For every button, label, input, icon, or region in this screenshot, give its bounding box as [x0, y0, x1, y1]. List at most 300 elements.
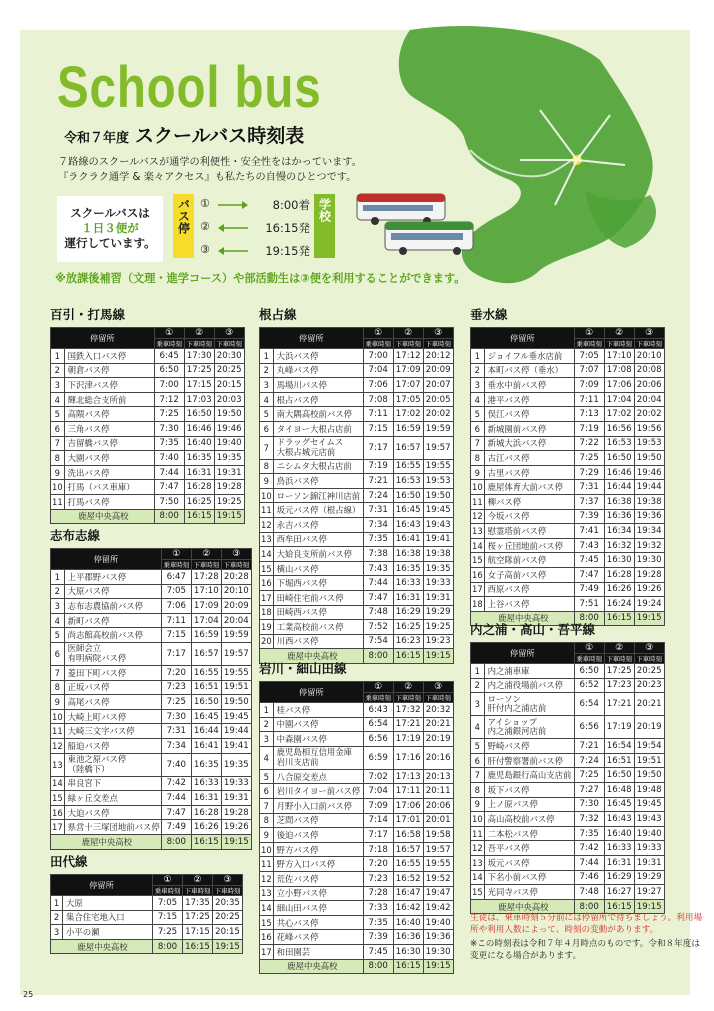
table-row: [260, 436, 454, 459]
stop-number: 7: [260, 798, 274, 813]
time-cell: 7:06: [161, 599, 191, 614]
time-cell: 16:45: [393, 503, 423, 518]
bus-stop-label: [173, 194, 194, 258]
time-cell: 7:49: [574, 582, 604, 597]
timetable: [50, 327, 245, 524]
time-cell: 17:19: [604, 716, 634, 739]
time-cell: 7:31: [574, 480, 604, 495]
time-cell: 16:40: [393, 915, 423, 930]
time-cell: 20:19: [634, 716, 664, 739]
stop-name: 八合原交差点: [273, 769, 363, 784]
time-cell: 7:25: [161, 695, 191, 710]
time-cell: 7:13: [574, 407, 604, 422]
time-cell: 19:52: [423, 871, 453, 886]
table-row: [51, 509, 245, 524]
time-cell: 17:05: [393, 392, 423, 407]
time-cell: 7:06: [363, 378, 393, 393]
time-cell: 20:15: [214, 378, 244, 393]
time-cell: 16:53: [604, 436, 634, 451]
time-cell: 19:53: [634, 436, 664, 451]
time-cell: 16:55: [191, 665, 221, 680]
stop-number: 2: [471, 363, 485, 378]
time-cell: 7:24: [363, 488, 393, 503]
stop-number: 3: [51, 925, 63, 940]
time-cell: 6:54: [574, 693, 604, 716]
table-row: [260, 421, 454, 436]
time-cell: 20:28: [221, 570, 251, 585]
time-cell: 19:47: [423, 886, 453, 901]
time-cell: 19:38: [634, 494, 664, 509]
time-cell: 19:35: [221, 753, 251, 776]
stop-name: 県営十三塚団地前バス停: [64, 820, 161, 835]
time-cell: 16:15: [183, 939, 213, 954]
stop-name: 下名小前バス停: [484, 870, 574, 885]
title-main: スクールバス時刻表: [135, 125, 305, 147]
table-row: [260, 547, 454, 562]
stop-name: 正坂バス停: [64, 680, 161, 695]
stop-number: 2: [51, 363, 65, 378]
stop-name: 洗出バス停: [64, 465, 154, 480]
time-cell: 16:46: [184, 421, 214, 436]
timetable: [259, 327, 454, 664]
time-cell: 17:06: [604, 378, 634, 393]
time-cell: 16:15: [184, 509, 214, 524]
time-cell: 19:15: [213, 939, 243, 954]
table-row: [471, 553, 665, 568]
table-row: [260, 349, 454, 364]
time-cell: 7:24: [574, 753, 604, 768]
time-cell: 7:02: [363, 769, 393, 784]
stop-name: 新城園前バス停: [484, 421, 574, 436]
header-trip3: ③: [634, 643, 664, 654]
timetable: [470, 642, 665, 914]
time-cell: 19:31: [634, 855, 664, 870]
time-cell: 7:41: [574, 524, 604, 539]
table-row: [260, 363, 454, 378]
time-cell: 19:34: [634, 524, 664, 539]
time-cell: 19:42: [423, 901, 453, 916]
time-cell: 7:19: [574, 421, 604, 436]
time-cell: 16:51: [191, 680, 221, 695]
stop-name: ローソン錦江神川店前: [273, 488, 363, 503]
time-cell: 7:21: [363, 474, 393, 489]
table-row: [260, 871, 454, 886]
time-cell: 7:28: [363, 886, 393, 901]
time-cell: 7:44: [363, 576, 393, 591]
time-cell: 7:15: [363, 421, 393, 436]
time-cell: 19:38: [423, 547, 453, 562]
time-cell: 19:58: [423, 828, 453, 843]
table-row: [51, 570, 252, 585]
time-cell: 19:51: [221, 680, 251, 695]
stop-name: 医師会立 有明病院バス停: [64, 642, 161, 665]
header-trip2: ②: [604, 328, 634, 339]
stop-number: 10: [471, 480, 485, 495]
time-cell: 16:25: [393, 620, 423, 635]
table-row: [471, 392, 665, 407]
stop-number: 9: [260, 474, 274, 489]
stop-name: ローソン 肝付内之浦店前: [484, 693, 574, 716]
time-cell: 16:42: [393, 901, 423, 916]
stop-number: 11: [471, 826, 485, 841]
time-cell: 20:35: [213, 896, 243, 911]
time-cell: 20:10: [634, 349, 664, 364]
time-cell: 17:12: [393, 349, 423, 364]
stop-name: 小平の瀬: [63, 925, 153, 940]
time-cell: 7:30: [574, 797, 604, 812]
time-cell: 16:59: [191, 628, 221, 643]
stop-number: 3: [260, 378, 274, 393]
time-cell: 16:44: [191, 724, 221, 739]
table-row: [51, 584, 252, 599]
time-cell: 20:03: [214, 392, 244, 407]
table-row: [260, 828, 454, 843]
stop-number: 15: [51, 791, 65, 806]
table-row: [471, 885, 665, 900]
time-cell: 17:01: [393, 813, 423, 828]
stop-name: 内之浦役場前バス停: [484, 678, 574, 693]
table-row: [471, 812, 665, 827]
time-cell: 19:43: [423, 517, 453, 532]
time-cell: 19:50: [423, 488, 453, 503]
table-row: [471, 768, 665, 783]
timetable: [259, 681, 454, 974]
table-row: [260, 813, 454, 828]
table-row: [471, 716, 665, 739]
table-row: [260, 620, 454, 635]
time-cell: 16:28: [191, 805, 221, 820]
time-cell: 7:44: [154, 465, 184, 480]
time-cell: 7:15: [161, 628, 191, 643]
time-cell: 19:15: [634, 899, 664, 914]
header-trip1: ①: [574, 328, 604, 339]
time-cell: 16:35: [393, 561, 423, 576]
time-cell: 16:51: [604, 753, 634, 768]
stop-name: 尚志館高校前バス停: [64, 628, 161, 643]
table-row: [471, 509, 665, 524]
time-cell: 20:02: [634, 407, 664, 422]
time-cell: 19:44: [221, 724, 251, 739]
time-cell: 17:25: [604, 664, 634, 679]
time-cell: 7:48: [574, 885, 604, 900]
time-cell: 19:54: [634, 739, 664, 754]
stop-number: 8: [471, 782, 485, 797]
table-row: [51, 753, 252, 776]
time-cell: 17:08: [604, 363, 634, 378]
time-cell: 8:00: [154, 509, 184, 524]
time-cell: 19:53: [423, 474, 453, 489]
stop-name: 垂水中前バス停: [484, 378, 574, 393]
time-cell: 16:35: [191, 753, 221, 776]
stop-number: 15: [471, 885, 485, 900]
time-cell: 16:50: [604, 451, 634, 466]
table-row: [51, 791, 252, 806]
time-cell: 7:19: [363, 459, 393, 474]
table-row: [51, 465, 245, 480]
time-cell: 16:43: [393, 517, 423, 532]
header-trip2: ②: [393, 328, 423, 339]
time-cell: 19:31: [214, 465, 244, 480]
stop-name: 大崎三文字バス停: [64, 724, 161, 739]
stop-number: 13: [260, 532, 274, 547]
stop-number: 5: [471, 407, 485, 422]
stop-name: 新城大浜バス停: [484, 436, 574, 451]
destination-cell: 鹿屋中央高校: [471, 611, 575, 626]
time-cell: 7:25: [153, 925, 183, 940]
time-cell: 16:50: [604, 768, 634, 783]
header-dep: 下車時刻: [634, 654, 664, 664]
header-trip3: ③: [423, 328, 453, 339]
time-cell: 19:48: [634, 782, 664, 797]
time-cell: 16:50: [393, 488, 423, 503]
stop-name: 大姶良支所前バス停: [273, 547, 363, 562]
header-trip1: ①: [153, 875, 183, 886]
stop-name: 岩川タイヨー前バス停: [273, 784, 363, 799]
time-cell: 7:35: [363, 915, 393, 930]
time-cell: 7:34: [161, 738, 191, 753]
stop-name: ドラッグセイムス 大根占城元店前: [273, 436, 363, 459]
time-cell: 7:00: [363, 349, 393, 364]
stop-number: 15: [260, 561, 274, 576]
table-row: [260, 746, 454, 769]
stop-number: 8: [51, 680, 65, 695]
time-cell: 7:23: [161, 680, 191, 695]
time-cell: 16:41: [191, 738, 221, 753]
time-cell: 19:44: [634, 480, 664, 495]
stop-number: 7: [51, 436, 65, 451]
time-cell: 7:35: [574, 826, 604, 841]
header-trip1: ①: [161, 549, 191, 560]
stop-number: 1: [471, 664, 485, 679]
table-row: [51, 910, 243, 925]
stop-name: 吉留橋バス停: [64, 436, 154, 451]
time-cell: 6:47: [161, 570, 191, 585]
header-dep: 下車時刻: [604, 654, 634, 664]
time-cell: 17:06: [393, 798, 423, 813]
stop-name: 高尾バス停: [64, 695, 161, 710]
header-dep: 下車時刻: [191, 560, 221, 570]
stop-name: 船迫バス停: [64, 738, 161, 753]
stop-number: 16: [260, 930, 274, 945]
time-cell: 16:48: [604, 782, 634, 797]
stop-number: 10: [260, 842, 274, 857]
time-cell: 19:29: [634, 870, 664, 885]
time-cell: 17:16: [393, 746, 423, 769]
stop-name: 中園バス停: [273, 717, 363, 732]
time-cell: 7:32: [574, 812, 604, 827]
time-cell: 17:32: [393, 703, 423, 718]
time-cell: 6:56: [574, 716, 604, 739]
stop-name: 田崎西バス停: [273, 605, 363, 620]
stop-name: 大浜バス停: [273, 349, 363, 364]
table-row: [471, 421, 665, 436]
route-tashiro: [50, 852, 243, 954]
time-cell: 7:05: [574, 349, 604, 364]
stop-number: 6: [471, 421, 485, 436]
footnote-disclaimer: ※この時刻表は令和７年４月時点のものです。令和８年度は変更になる場合があります。: [470, 939, 700, 961]
stop-number: 16: [260, 576, 274, 591]
time-cell: 16:58: [393, 828, 423, 843]
stop-number: 18: [471, 597, 485, 612]
time-cell: 19:15: [634, 611, 664, 626]
time-cell: 17:25: [184, 363, 214, 378]
trip-2-time: 16:15発: [265, 221, 310, 235]
stop-number: 12: [51, 738, 65, 753]
route-shibushi: [50, 526, 252, 850]
time-cell: 7:20: [161, 665, 191, 680]
time-cell: 20:30: [214, 349, 244, 364]
time-cell: 20:09: [423, 363, 453, 378]
header-trip3: ③: [423, 682, 453, 693]
time-cell: 19:55: [423, 459, 453, 474]
stop-number: 10: [51, 709, 65, 724]
destination-cell: 鹿屋中央高校: [471, 899, 575, 914]
destination-cell: 鹿屋中央高校: [260, 959, 364, 974]
stop-number: 16: [471, 567, 485, 582]
time-cell: 20:06: [634, 378, 664, 393]
time-cell: 17:21: [393, 717, 423, 732]
trip-1-number: ①: [200, 197, 210, 210]
table-row: [260, 944, 454, 959]
time-cell: 7:04: [363, 784, 393, 799]
stop-name: 細山田バス停: [273, 901, 363, 916]
time-cell: 7:09: [363, 798, 393, 813]
table-row: [260, 459, 454, 474]
stop-number: 1: [260, 703, 274, 718]
stop-name: 野方入口バス停: [273, 857, 363, 872]
time-cell: 19:15: [423, 959, 453, 974]
stop-number: 9: [260, 828, 274, 843]
table-row: [471, 436, 665, 451]
time-cell: 20:12: [423, 349, 453, 364]
time-cell: 19:45: [221, 709, 251, 724]
stop-number: 7: [260, 436, 274, 459]
stop-name: ニシムタ大根占店前: [273, 459, 363, 474]
time-cell: 7:47: [363, 590, 393, 605]
stop-name: 東池之原バス停 （陸橋下）: [64, 753, 161, 776]
table-row: [260, 717, 454, 732]
stop-name: 女子高前バス停: [484, 567, 574, 582]
time-cell: 16:50: [184, 407, 214, 422]
table-row: [51, 939, 243, 954]
time-cell: 19:33: [634, 841, 664, 856]
route-iwagawa: [259, 659, 454, 974]
table-row: [471, 739, 665, 754]
stop-number: 16: [51, 805, 65, 820]
header-stop: 停留所: [260, 328, 364, 349]
time-cell: 7:38: [363, 547, 393, 562]
table-row: [260, 915, 454, 930]
header-trip1: ①: [363, 682, 393, 693]
time-cell: 16:36: [393, 930, 423, 945]
stop-number: 3: [51, 599, 65, 614]
route-title: 田代線: [50, 854, 88, 869]
time-cell: 20:23: [634, 678, 664, 693]
time-cell: 20:13: [423, 769, 453, 784]
table-row: [51, 925, 243, 940]
stop-number: 15: [471, 553, 485, 568]
route-nejime: [259, 305, 454, 664]
time-cell: 7:40: [154, 451, 184, 466]
table-row: [51, 642, 252, 665]
header-dep: 下車時刻: [423, 339, 453, 349]
time-cell: 19:45: [423, 503, 453, 518]
school-label: [314, 194, 335, 258]
table-row: [51, 665, 252, 680]
stop-name: 立小野バス停: [273, 886, 363, 901]
stop-number: 20: [260, 634, 274, 649]
stop-number: 11: [471, 494, 485, 509]
trip-3: [200, 243, 310, 259]
table-row: [260, 407, 454, 422]
time-cell: 7:44: [574, 855, 604, 870]
table-row: [471, 870, 665, 885]
time-cell: 17:09: [191, 599, 221, 614]
stop-number: 11: [51, 494, 65, 509]
table-row: [51, 695, 252, 710]
time-cell: 20:19: [423, 732, 453, 747]
time-cell: 16:40: [184, 436, 214, 451]
header-trip2: ②: [393, 682, 423, 693]
time-cell: 16:25: [184, 494, 214, 509]
time-cell: 17:15: [184, 378, 214, 393]
stop-name: タイヨー大根占店前: [273, 421, 363, 436]
stop-name: 慰霊塔前バス停: [484, 524, 574, 539]
time-cell: 7:50: [154, 494, 184, 509]
stop-number: 9: [51, 695, 65, 710]
stop-number: 7: [471, 768, 485, 783]
header-trip2: ②: [191, 549, 221, 560]
stop-name: 鹿屋体育大前バス停: [484, 480, 574, 495]
table-row: [471, 451, 665, 466]
header-trip3: ③: [634, 328, 664, 339]
time-cell: 19:27: [634, 885, 664, 900]
time-cell: 19:41: [221, 738, 251, 753]
stop-name: 国鉄入口バス停: [64, 349, 154, 364]
time-cell: 16:38: [393, 547, 423, 562]
route-title: 垂水線: [470, 307, 508, 322]
stop-name: 新町バス停: [64, 613, 161, 628]
stop-name: 緑ヶ丘交差点: [64, 791, 161, 806]
time-cell: 16:36: [604, 509, 634, 524]
table-row: [260, 769, 454, 784]
stop-number: 14: [260, 901, 274, 916]
stop-number: 1: [260, 349, 274, 364]
header-trip3: ③: [213, 875, 243, 886]
header-stop: 停留所: [260, 682, 364, 703]
stop-name: 工業高校前バス停: [273, 620, 363, 635]
time-cell: 8:00: [574, 899, 604, 914]
time-cell: 20:25: [634, 664, 664, 679]
stop-number: 15: [260, 915, 274, 930]
time-cell: 20:01: [423, 813, 453, 828]
stop-name: 下沢津バス停: [64, 378, 154, 393]
table-row: [260, 732, 454, 747]
stop-name: 中森園バス停: [273, 732, 363, 747]
time-cell: 7:33: [363, 901, 393, 916]
table-row: [260, 590, 454, 605]
stop-name: 鹿児島相互信用金庫 岩川支店前: [273, 746, 363, 769]
table-row: [471, 664, 665, 679]
table-row: [260, 959, 454, 974]
header-arr: 乗車時刻: [574, 339, 604, 349]
time-cell: 16:53: [393, 474, 423, 489]
time-cell: 17:35: [183, 896, 213, 911]
header-dep: 下車時刻: [393, 693, 423, 703]
time-cell: 7:05: [161, 584, 191, 599]
route-title: 根占線: [259, 307, 297, 322]
stop-number: 10: [471, 812, 485, 827]
